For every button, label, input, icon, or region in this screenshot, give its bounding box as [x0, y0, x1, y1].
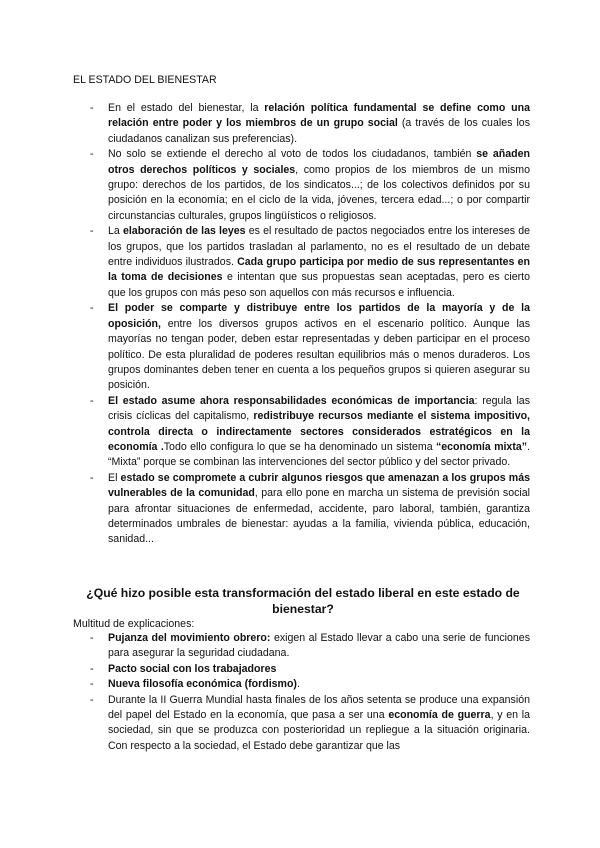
- bold-text: relación política fundamental se define como una relación entre poder y los miembros de un grupo social: [108, 102, 530, 130]
- bold-text: El estado asume ahora responsabilidades económicas de importancia: [108, 394, 475, 407]
- intro-text: Multitud de explicaciones:: [73, 618, 195, 630]
- text-run: La: [108, 225, 123, 238]
- bold-text: estado se compromete a cubrir algunos riesgos que amenazan a los grupos más vulnerables de la comunidad: [108, 471, 530, 500]
- text-run: exigen al Estado llevar a cabo una serie de funciones para asegurar la seguridad ciudadana.: [108, 632, 530, 660]
- bold-text: “economía mixta”: [435, 440, 528, 453]
- list-item: [90, 301, 530, 393]
- list-item: [90, 471, 530, 548]
- bold-text: El poder se comparte y distribuye entre los partidos de la mayoría y de la oposición,: [108, 302, 530, 330]
- text-run: (a través de los cuales los ciudadanos canalizan sus preferencias).: [108, 117, 530, 145]
- explanations-list: [90, 631, 530, 754]
- bold-text: se añaden otros derechos políticos y sociales: [108, 148, 530, 176]
- text-run: entre los diversos grupos activos en el escenario político. Aunque las mayorías no tengan poder, deben estar representadas y deben participar en el proceso político. De esta pluralidad de poderes resultan equilibrios más o menos duraderos. Los grupos dominantes deben tener en cuenta a los pequeños grupos si quieren asegurar su posición.: [108, 317, 530, 392]
- text-run: No solo se extiende el derecho al voto de todos los ciudadanos, también: [108, 148, 477, 161]
- text-run: El: [108, 471, 121, 484]
- list-item: [90, 631, 530, 662]
- text-run: Durante la II Guerra Mundial hasta finales de los años setenta se produce una expansión del papel del Estado en la economía, que pasa a ser una: [108, 693, 530, 722]
- bold-text: Nueva filosofía económica (fordismo): [108, 678, 297, 691]
- bold-text: elaboración de las leyes: [122, 225, 246, 238]
- list-item: [90, 101, 530, 147]
- bold-text: Cada grupo participa por medio de sus representantes en la toma de decisiones: [108, 256, 530, 284]
- bold-text: redistribuye recursos mediante el sistema impositivo, controla directa o indirectamente sectores considerados estratégicos en la economía .: [108, 410, 530, 453]
- section-heading: ¿Qué hizo posible esta transformación del estado liberal en este estado de bienestar?: [86, 586, 520, 616]
- text-run: , como propios de los miembros de un mismo grupo: derechos de los partidos, de los sindicatos...; de los colectivos definidos por su posición en la economía; en el ciclo de la vida, jóvenes, tercera edad...; o por compartir circunstancias culturales, grupos lingüísticos o religiosos.: [108, 163, 530, 222]
- bold-text: Pujanza del movimiento obrero:: [108, 632, 271, 644]
- list-item: [90, 224, 530, 301]
- text-run: , para ello pone en marcha un sistema de previsión social para afrontar situaciones de enfermedad, accidente, paro laboral, también, garantiza determinados umbrales de bienestar: ayudas a la familia, vivienda pública, educación, sanidad...: [108, 487, 530, 546]
- bold-text: economía de guerra: [388, 709, 491, 722]
- text-run: e intentan que sus propuestas sean aceptadas, pero es cierto que los grupos con más peso son aquellos con más recursos e influencia.: [108, 271, 530, 299]
- text-run: .: [296, 678, 300, 691]
- list-item: [90, 693, 530, 755]
- list-item: [90, 662, 530, 677]
- features-list: [90, 101, 530, 548]
- text-run: : regula las crisis cíclicas del capitalismo,: [108, 394, 530, 423]
- list-item: [90, 394, 530, 471]
- text-run: Todo ello configura lo que se ha denominado un sistema: [163, 440, 436, 453]
- list-item: [90, 677, 530, 692]
- text-run: es el resultado de pactos negociados entre los intereses de los grupos, que los partidos trasladan al parlamento, no es el resultado de un debate entre individuos ilustrados.: [108, 225, 530, 269]
- text-run: En el estado del bienestar, la: [108, 102, 265, 114]
- document-title: EL ESTADO DEL BIENESTAR: [73, 74, 217, 86]
- text-run: , y en la sociedad, sin que se produzca con posterioridad un repliegue a la situación originaria. Con respecto a la sociedad, el Estado debe garantizar que las: [108, 709, 531, 752]
- list-item: [90, 147, 530, 224]
- bold-text: Pacto social con los trabajadores: [108, 662, 277, 675]
- text-run: . “Mixta” porque se combinan las intervenciones del sector público y del sector privado.: [108, 440, 530, 469]
